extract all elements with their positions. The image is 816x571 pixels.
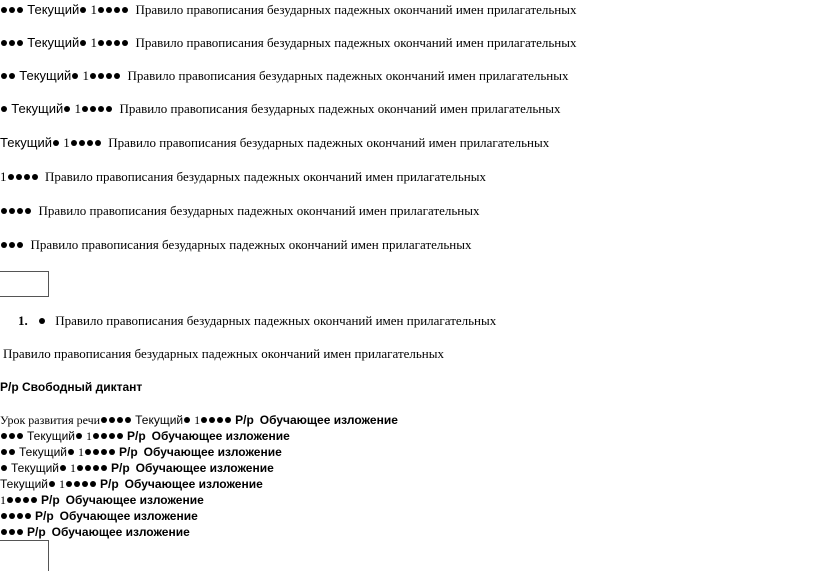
lesson-page-num: 1 — [78, 445, 84, 459]
toc-page-num: 1 — [90, 2, 97, 17]
lesson-title: Обучающее изложение — [124, 477, 263, 491]
bullet-icon — [9, 40, 15, 46]
bullet-icon — [98, 40, 104, 46]
bullet-icon — [9, 529, 15, 535]
lesson-line-5[interactable] — [0, 477, 263, 492]
bullet-icon — [17, 40, 23, 46]
lesson-title: Обучающее изложение — [59, 509, 198, 523]
bullet-icon — [93, 465, 99, 471]
bullet-icon — [49, 481, 55, 487]
bullet-icon — [106, 106, 112, 112]
lesson-current-label: Текущий — [11, 461, 59, 475]
bullet-icon — [98, 106, 104, 112]
bullet-icon — [25, 513, 31, 519]
bullet-icon — [74, 481, 80, 487]
bullet-icon — [23, 497, 29, 503]
bullet-icon — [106, 7, 112, 13]
bullet-icon — [1, 73, 7, 79]
numbered-list-item — [18, 313, 496, 329]
bullet-icon — [17, 513, 23, 519]
lesson-rr: Р/р — [100, 477, 119, 491]
lesson-rr: Р/р — [119, 445, 138, 459]
bullet-icon — [85, 449, 91, 455]
bullet-icon — [122, 7, 128, 13]
lesson-title: Обучающее изложение — [135, 461, 274, 475]
bullet-icon — [184, 417, 190, 423]
bullet-icon — [82, 106, 88, 112]
bullet-icon — [68, 449, 74, 455]
bullet-icon — [9, 242, 15, 248]
lesson-title: Обучающее изложение — [151, 429, 290, 443]
bullet-icon — [9, 433, 15, 439]
bullet-icon — [64, 106, 70, 112]
bullet-icon — [106, 73, 112, 79]
bullet-icon — [72, 73, 78, 79]
lesson-line-7[interactable] — [0, 509, 198, 524]
toc-current-label: Текущий — [27, 35, 80, 50]
bullet-icon — [24, 174, 30, 180]
toc-rule-text: Правило правописания безударных падежных окончаний имен прилагательных — [30, 237, 472, 252]
bullet-icon — [1, 433, 7, 439]
bullet-icon — [90, 106, 96, 112]
toc-page-num: 1 — [82, 68, 89, 83]
toc-rule-text: Правило правописания безударных падежных окончаний имен прилагательных — [108, 135, 550, 150]
lesson-page-num: 1 — [0, 493, 6, 507]
toc-current-label: Текущий — [0, 135, 52, 150]
lesson-rr: Р/р — [235, 413, 254, 427]
bullet-icon — [87, 140, 93, 146]
toc-rule-text: Правило правописания безударных падежных окончаний имен прилагательных — [127, 68, 569, 83]
toc-line-1[interactable] — [0, 2, 577, 18]
lesson-rr: Р/р — [35, 509, 54, 523]
lesson-current-label: Текущий — [135, 413, 184, 427]
bullet-icon — [53, 140, 59, 146]
bullet-icon — [93, 449, 99, 455]
bullet-icon — [1, 40, 7, 46]
bullet-icon — [80, 7, 86, 13]
bullet-icon — [93, 433, 99, 439]
bullet-icon — [101, 417, 107, 423]
bullet-icon — [9, 513, 15, 519]
bullet-icon — [1, 106, 7, 112]
toc-line-3[interactable] — [0, 68, 569, 84]
bullet-icon — [98, 73, 104, 79]
lesson-rr: Р/р — [41, 493, 60, 507]
bullet-icon — [39, 318, 45, 324]
bullet-icon — [217, 417, 223, 423]
toc-rule-text: Правило правописания безударных падежных окончаний имен прилагательных — [38, 203, 480, 218]
toc-page-num: 1 — [74, 101, 81, 116]
bullet-icon — [17, 208, 23, 214]
bullet-icon — [76, 433, 82, 439]
lesson-line-4[interactable] — [0, 461, 274, 476]
lesson-line-3[interactable] — [0, 445, 282, 460]
rule-paragraph — [3, 346, 444, 362]
bullet-icon — [1, 513, 7, 519]
plain-rule-text: Правило правописания безударных падежных окончаний имен прилагательных — [3, 346, 444, 361]
bullet-icon — [117, 433, 123, 439]
bullet-icon — [60, 465, 66, 471]
list-number: 1. — [18, 313, 28, 328]
toc-rule-text: Правило правописания безударных падежных окончаний имен прилагательных — [135, 2, 577, 17]
toc-page-num: 1 — [63, 135, 70, 150]
toc-current-label: Текущий — [19, 68, 72, 83]
bullet-icon — [17, 7, 23, 13]
bullet-icon — [66, 481, 72, 487]
bullet-icon — [32, 174, 38, 180]
bullet-icon — [9, 7, 15, 13]
bullet-icon — [101, 449, 107, 455]
toc-line-5[interactable] — [0, 135, 549, 151]
lesson-prefix: Урок развития речи — [0, 413, 101, 427]
bullet-icon — [90, 481, 96, 487]
toc-page-num: 1 — [90, 35, 97, 50]
bullet-icon — [101, 433, 107, 439]
toc-rule-text: Правило правописания безударных падежных окончаний имен прилагательных — [45, 169, 486, 184]
bullet-icon — [71, 140, 77, 146]
bullet-icon — [25, 208, 31, 214]
bullet-icon — [9, 208, 15, 214]
lesson-rr: Р/р — [111, 461, 130, 475]
bullet-icon — [77, 465, 83, 471]
bullet-icon — [1, 208, 7, 214]
bullet-icon — [90, 73, 96, 79]
toc-current-label: Текущий — [11, 101, 64, 116]
toc-current-label: Текущий — [27, 2, 80, 17]
bullet-icon — [8, 174, 14, 180]
bullet-icon — [16, 174, 22, 180]
lesson-page-num: 1 — [194, 413, 201, 427]
lesson-title: Обучающее изложение — [143, 445, 282, 459]
lesson-current-label: Текущий — [27, 429, 75, 443]
lesson-rr: Р/р — [127, 429, 146, 443]
bullet-icon — [114, 40, 120, 46]
bullet-icon — [7, 497, 13, 503]
bullet-icon — [201, 417, 207, 423]
bullet-icon — [114, 7, 120, 13]
bullet-icon — [98, 7, 104, 13]
bullet-icon — [17, 242, 23, 248]
toc-line-6[interactable] — [0, 169, 486, 185]
bullet-icon — [17, 433, 23, 439]
toc-line-4[interactable] — [0, 101, 561, 117]
lesson-title: Обучающее изложение — [51, 525, 190, 539]
bullet-icon — [85, 465, 91, 471]
bullet-icon — [109, 449, 115, 455]
bullet-icon — [1, 7, 7, 13]
lesson-current-label: Текущий — [19, 445, 67, 459]
section-title — [0, 379, 142, 395]
bullet-icon — [114, 73, 120, 79]
lesson-line-1[interactable] — [0, 413, 398, 428]
bullet-icon — [1, 242, 7, 248]
bullet-icon — [95, 140, 101, 146]
bullet-icon — [1, 529, 7, 535]
bullet-icon — [122, 40, 128, 46]
empty-table-cell — [0, 271, 49, 297]
lesson-page-num: 1 — [86, 429, 92, 443]
lesson-title: Обучающее изложение — [65, 493, 204, 507]
bullet-icon — [1, 465, 7, 471]
bullet-icon — [109, 433, 115, 439]
toc-page-num: 1 — [0, 169, 7, 184]
lesson-line-8[interactable] — [0, 525, 190, 540]
lesson-title: Обучающее изложение — [259, 413, 398, 427]
bullet-icon — [9, 449, 15, 455]
lesson-line-6[interactable] — [0, 493, 204, 508]
lesson-page-num: 1 — [59, 477, 65, 491]
bullet-icon — [1, 449, 7, 455]
toc-line-2[interactable] — [0, 35, 577, 51]
toc-rule-text: Правило правописания безударных падежных окончаний имен прилагательных — [119, 101, 561, 116]
section-title-text: Р/р Свободный диктант — [0, 380, 143, 394]
bullet-icon — [80, 40, 86, 46]
toc-line-7[interactable] — [0, 203, 480, 219]
toc-line-8[interactable] — [0, 237, 472, 253]
bullet-icon — [31, 497, 37, 503]
bullet-icon — [109, 417, 115, 423]
bullet-icon — [9, 73, 15, 79]
bullet-icon — [209, 417, 215, 423]
bullet-icon — [15, 497, 21, 503]
lesson-rr: Р/р — [27, 525, 46, 539]
bullet-icon — [117, 417, 123, 423]
bullet-icon — [101, 465, 107, 471]
bullet-icon — [125, 417, 131, 423]
list-rule-text: Правило правописания безударных падежных окончаний имен прилагательных — [55, 313, 497, 328]
bullet-icon — [17, 529, 23, 535]
toc-rule-text: Правило правописания безударных падежных окончаний имен прилагательных — [135, 35, 577, 50]
lesson-line-2[interactable] — [0, 429, 290, 444]
bullet-icon — [79, 140, 85, 146]
bullet-icon — [225, 417, 231, 423]
lesson-page-num: 1 — [70, 461, 76, 475]
empty-table-cell — [0, 540, 49, 571]
lesson-current-label: Текущий — [0, 477, 48, 491]
bullet-icon — [82, 481, 88, 487]
bullet-icon — [106, 40, 112, 46]
